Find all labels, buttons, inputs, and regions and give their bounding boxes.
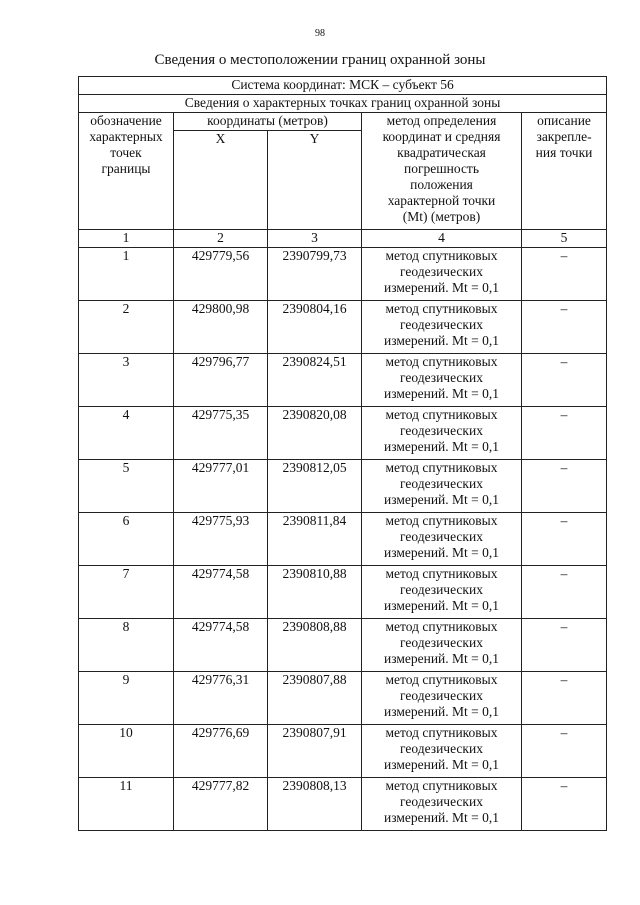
y-coordinate-cell: 2390824,51 [268,354,362,407]
table-row [79,407,607,460]
description-cell: – [522,407,607,460]
method-line: измерений. Mt = 0,1 [383,333,500,348]
description-cell: – [522,672,607,725]
y-coordinate-cell: 2390811,84 [268,513,362,566]
method-line: метод спутниковых [385,354,498,369]
method-cell [362,672,522,725]
header-row-1 [79,113,607,131]
table-row [79,248,607,301]
column-number: 3 [268,230,362,248]
method-line: метод спутниковых [385,460,498,475]
header-line: метод определения [386,113,497,128]
column-number: 1 [79,230,174,248]
description-cell: – [522,513,607,566]
method-line: измерений. Mt = 0,1 [383,810,500,825]
description-cell: – [522,354,607,407]
method-line: метод спутниковых [385,407,498,422]
description-cell: – [522,248,607,301]
method-cell [362,301,522,354]
method-line: геодезических [400,635,483,650]
description-cell: – [522,566,607,619]
header-line: положения [410,177,473,192]
method-line: измерений. Mt = 0,1 [383,545,500,560]
point-number-cell: 2 [79,301,174,354]
x-coordinate-cell: 429775,93 [174,513,268,566]
point-number-cell: 4 [79,407,174,460]
y-coordinate-cell: 2390804,16 [268,301,362,354]
description-cell: – [522,778,607,831]
method-line: измерений. Mt = 0,1 [383,757,500,772]
point-number-cell: 9 [79,672,174,725]
method-cell [362,354,522,407]
x-coordinate-cell: 429779,56 [174,248,268,301]
description-cell: – [522,301,607,354]
header-line: погрешность [403,161,479,176]
y-coordinate-cell: 2390820,08 [268,407,362,460]
method-line: метод спутниковых [385,566,498,581]
coordinate-system-row [79,77,607,95]
method-line: измерений. Mt = 0,1 [383,651,500,666]
method-cell [362,248,522,301]
x-coordinate-cell: 429777,82 [174,778,268,831]
y-coordinate-cell: 2390799,73 [268,248,362,301]
method-line: метод спутниковых [385,301,498,316]
method-cell [362,566,522,619]
description-cell: – [522,725,607,778]
point-number-cell: 7 [79,566,174,619]
header-x: X [174,131,268,230]
method-cell [362,513,522,566]
method-line: геодезических [400,476,483,491]
boundary-points-table [78,76,607,831]
y-coordinate-cell: 2390808,13 [268,778,362,831]
header-description [522,113,607,230]
table-row [79,513,607,566]
x-coordinate-cell: 429774,58 [174,566,268,619]
header-line: ния точки [535,145,593,160]
header-line: обозначение [90,113,162,128]
x-coordinate-cell: 429774,58 [174,619,268,672]
method-line: геодезических [400,370,483,385]
method-line: измерений. Mt = 0,1 [383,704,500,719]
column-number-row [79,230,607,248]
section-title-cell: Сведения о характерных точках границ охранной зоны [79,95,607,113]
y-coordinate-cell: 2390812,05 [268,460,362,513]
description-cell: – [522,460,607,513]
method-line: геодезических [400,423,483,438]
y-coordinate-cell: 2390807,88 [268,672,362,725]
method-cell [362,619,522,672]
column-number: 5 [522,230,607,248]
column-number: 4 [362,230,522,248]
method-line: измерений. Mt = 0,1 [383,598,500,613]
header-line: описание [537,113,591,128]
header-line: границы [101,161,151,176]
header-line: координат и средняя [382,129,501,144]
method-line: измерений. Mt = 0,1 [383,492,500,507]
method-line: геодезических [400,529,483,544]
method-cell [362,460,522,513]
method-line: метод спутниковых [385,778,498,793]
header-coordinates: координаты (метров) [174,113,362,131]
method-line: геодезических [400,741,483,756]
method-cell [362,407,522,460]
method-line: геодезических [400,264,483,279]
x-coordinate-cell: 429777,01 [174,460,268,513]
point-number-cell: 6 [79,513,174,566]
column-number: 2 [174,230,268,248]
description-cell: – [522,619,607,672]
method-cell [362,778,522,831]
y-coordinate-cell: 2390810,88 [268,566,362,619]
table-row [79,778,607,831]
point-number-cell: 8 [79,619,174,672]
method-line: геодезических [400,794,483,809]
method-line: геодезических [400,582,483,597]
header-line: (Mt) (метров) [402,209,481,224]
point-number-cell: 10 [79,725,174,778]
header-y: Y [268,131,362,230]
method-cell [362,725,522,778]
x-coordinate-cell: 429800,98 [174,301,268,354]
method-line: метод спутниковых [385,672,498,687]
table-row [79,725,607,778]
x-coordinate-cell: 429776,69 [174,725,268,778]
header-point-designation [79,113,174,230]
coordinate-system-cell: Система координат: МСК – субъект 56 [79,77,607,95]
header-method [362,113,522,230]
header-line: характерных [89,129,163,144]
method-line: метод спутниковых [385,619,498,634]
header-line: закрепле- [536,129,592,144]
point-number-cell: 3 [79,354,174,407]
x-coordinate-cell: 429776,31 [174,672,268,725]
header-line: точек [110,145,142,160]
method-line: геодезических [400,688,483,703]
method-line: измерений. Mt = 0,1 [383,439,500,454]
table-row [79,672,607,725]
header-line: характерной точки [387,193,496,208]
document-title: Сведения о местоположении границ охранной зоны [154,52,486,68]
table-row [79,619,607,672]
method-line: метод спутниковых [385,725,498,740]
page-number: 98 [315,28,325,39]
method-line: геодезических [400,317,483,332]
y-coordinate-cell: 2390807,91 [268,725,362,778]
point-number-cell: 1 [79,248,174,301]
method-line: метод спутниковых [385,248,498,263]
table-row [79,566,607,619]
method-line: метод спутниковых [385,513,498,528]
point-number-cell: 5 [79,460,174,513]
table-row [79,460,607,513]
header-line: квадратическая [397,145,486,160]
method-line: измерений. Mt = 0,1 [383,386,500,401]
table-row [79,301,607,354]
x-coordinate-cell: 429796,77 [174,354,268,407]
section-title-row [79,95,607,113]
x-coordinate-cell: 429775,35 [174,407,268,460]
method-line: измерений. Mt = 0,1 [383,280,500,295]
y-coordinate-cell: 2390808,88 [268,619,362,672]
table-row [79,354,607,407]
point-number-cell: 11 [79,778,174,831]
